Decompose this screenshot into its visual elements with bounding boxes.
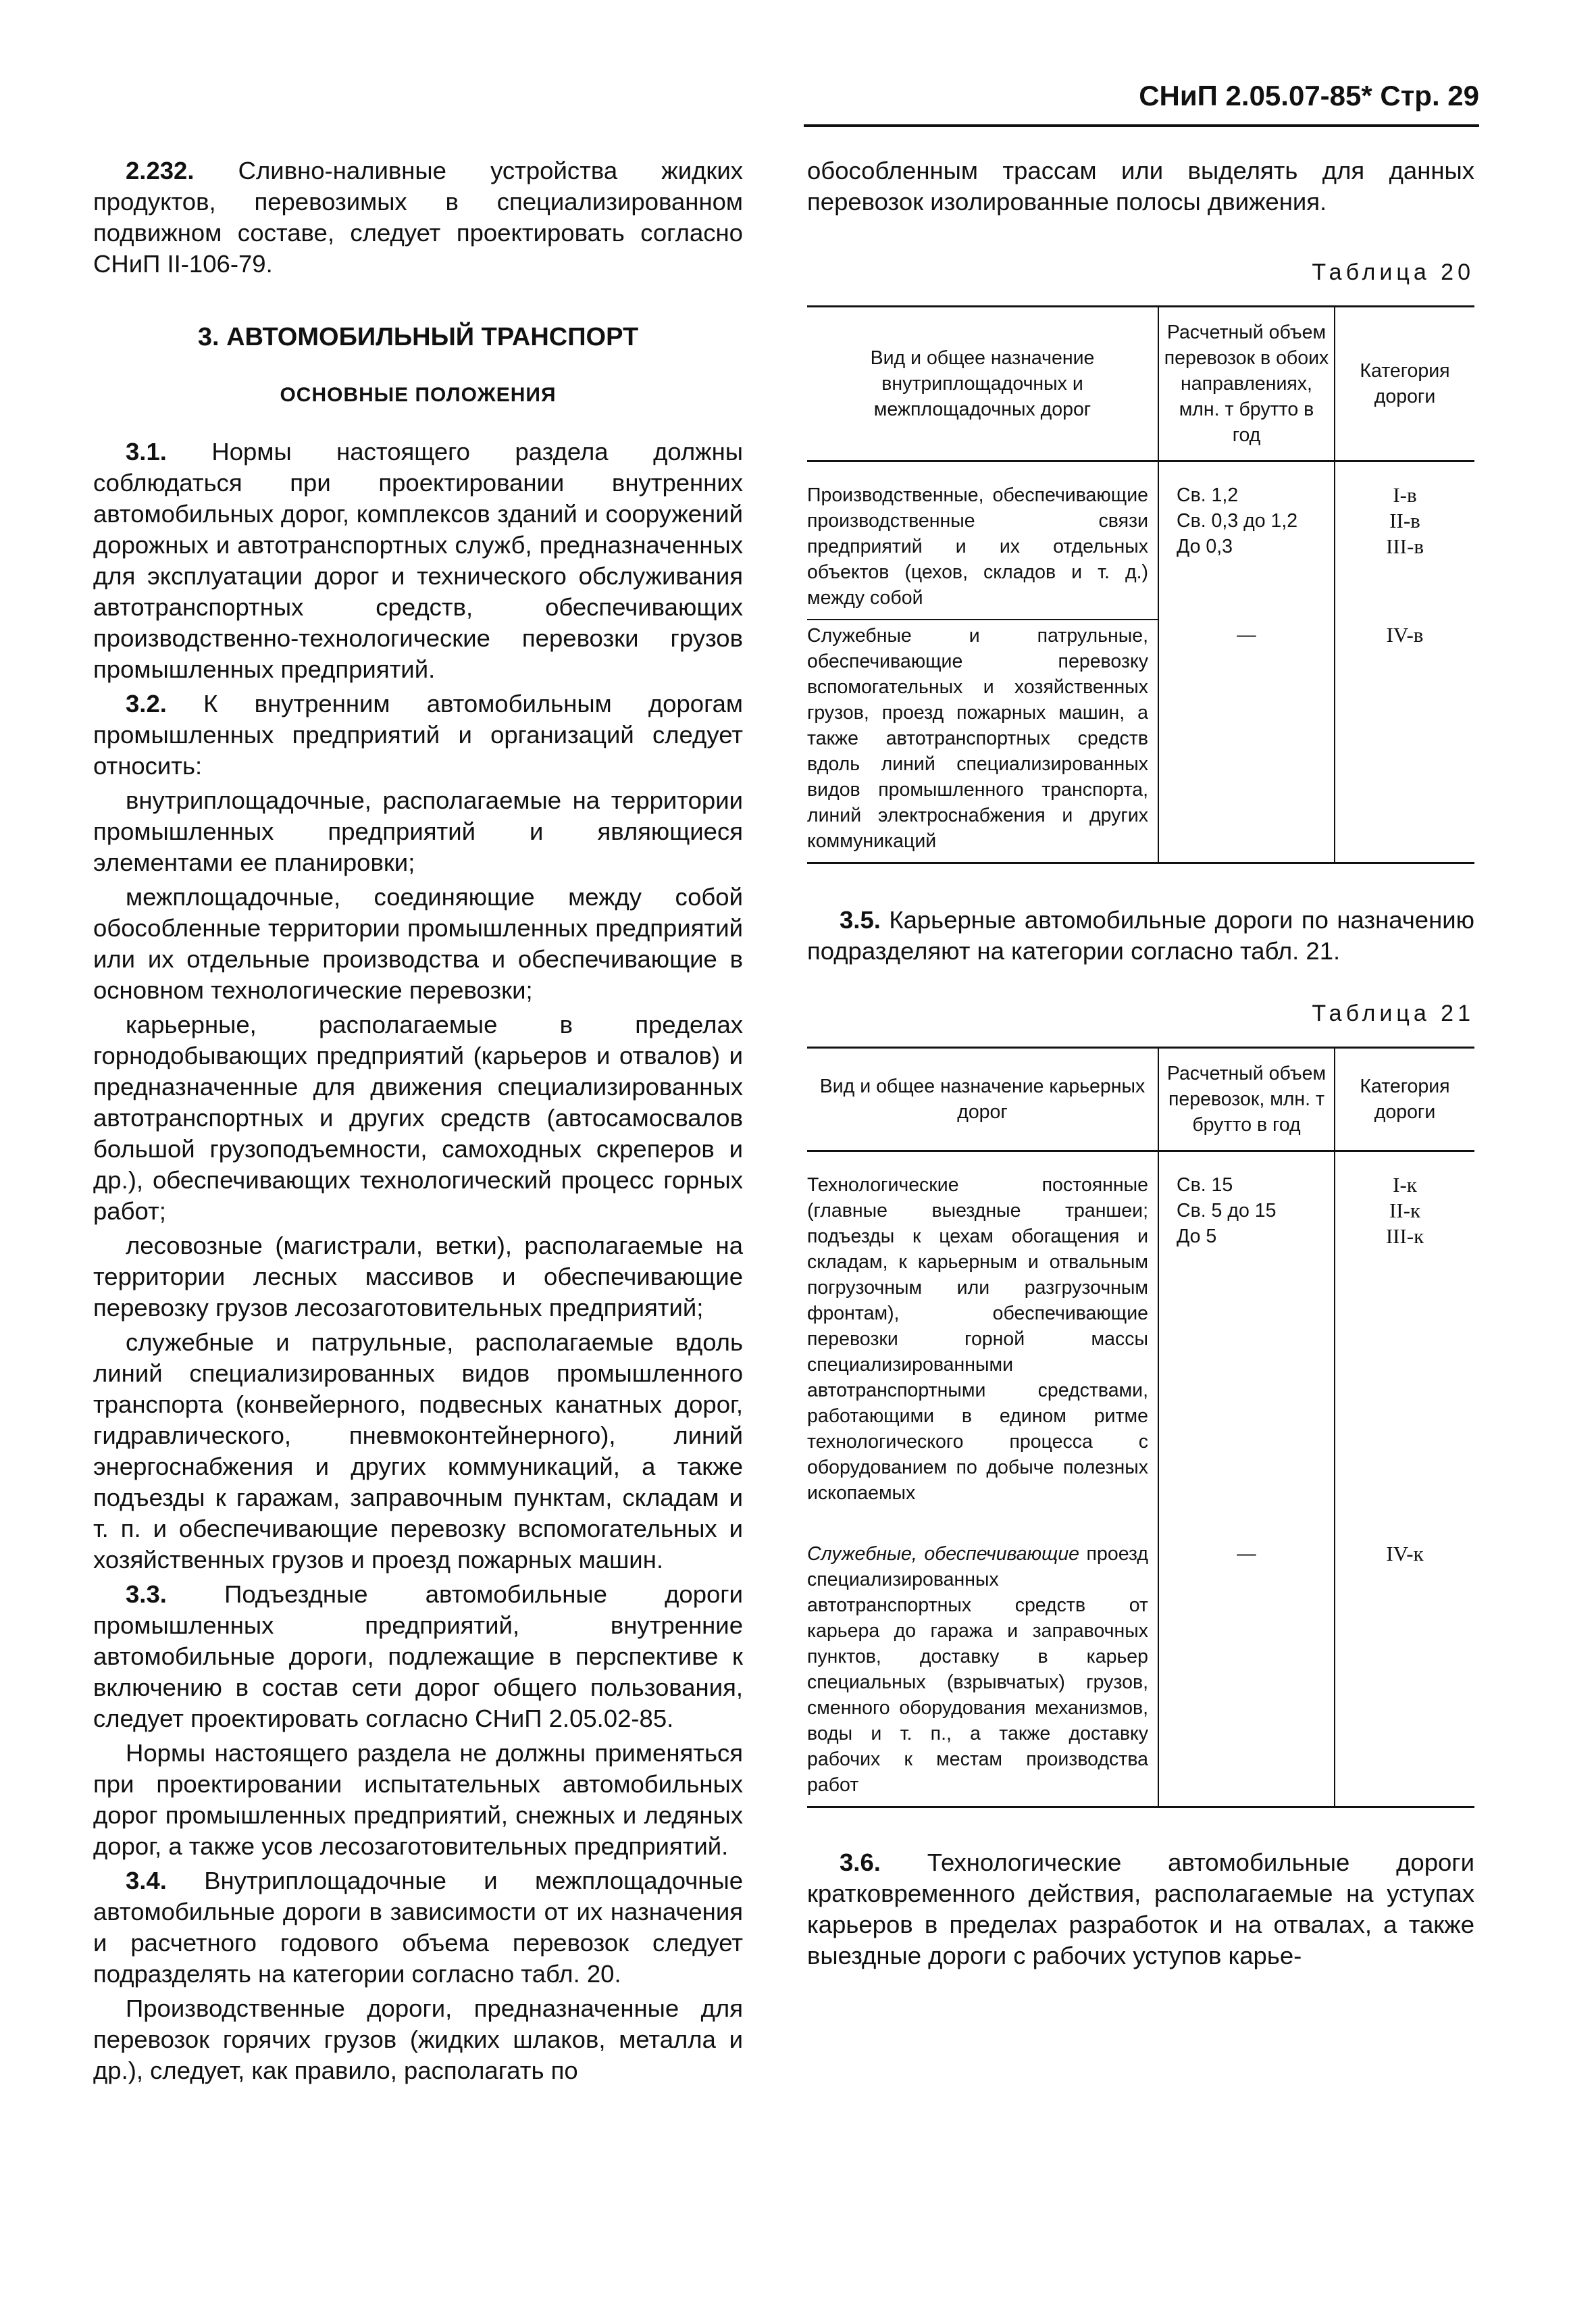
volume-value: Св. 1,2 <box>1177 484 1239 506</box>
table-row <box>807 1514 1474 1807</box>
right-column <box>807 155 1474 1975</box>
table-row <box>807 1151 1474 1515</box>
paragraph-number: 2.232. <box>126 157 195 184</box>
description-italic: Служебные, обеспечивающие <box>807 1543 1080 1565</box>
paragraph-number: 3.6. <box>840 1848 881 1876</box>
table-cell-description: Технологические постоянные (главные выездные траншеи; подъезды к цехам обогащения и складам, к карьерным и отвальным погрузочным или разгрузочным фронтам), обеспечивающие перевозки горной массы специализированными автотранспортными средствами, работающими в едином ритме технологического процесса с оборудованием по добыче полезных ископаемых <box>807 1174 1148 1504</box>
paragraph-number: 3.4. <box>126 1867 167 1894</box>
table-cell-description <box>807 1514 1158 1807</box>
table-header-cell: Категория дороги <box>1335 1048 1474 1151</box>
section-title: 3. АВТОМОБИЛЬНЫЙ ТРАНСПОРТ <box>197 323 639 351</box>
page-header <box>804 80 1479 127</box>
table-row <box>807 461 1474 620</box>
table-cell-category <box>1335 1151 1474 1515</box>
paragraph-number: 3.1. <box>126 438 167 466</box>
table-cell-category <box>1335 1514 1474 1807</box>
volume-value: Св. 0,3 до 1,2 <box>1177 510 1298 532</box>
category-value: I-к <box>1393 1173 1417 1197</box>
table-header-row <box>807 307 1474 461</box>
description-text: проезд специализированных автотранспортных средств от карьера до гаража и заправочных пунктов, доставку в карьер специальных (взрывчатых) грузов, сменного оборудования механизмов, воды и т. п., а также доставку рабочих к местам производства работ <box>807 1543 1148 1796</box>
paragraph-3-1 <box>93 436 743 685</box>
table-20 <box>807 305 1474 864</box>
paragraph-text: Сливно-наливные устройства жидких продуктов, перевозимых в специализированном подвижном составе, следует проектировать согласно СНиП II-106-79. <box>93 157 743 278</box>
table-cell-category <box>1335 620 1474 863</box>
table-header-cell: Категория дороги <box>1335 307 1474 461</box>
paragraph-3-5 <box>807 905 1474 967</box>
table-row <box>807 620 1474 863</box>
paragraph-text: Технологические автомобильные дороги кратковременного действия, располагаемые на уступах карьеров в пределах разработок и на отвалах, а также выездные дороги с рабочих уступов карье- <box>807 1848 1474 1969</box>
volume-value: — <box>1237 624 1256 646</box>
category-value: IV-к <box>1386 1542 1424 1565</box>
volume-value: До 5 <box>1177 1226 1217 1247</box>
paragraph-3-4 <box>93 1865 743 1990</box>
table-header-cell: Вид и общее назначение карьерных дорог <box>807 1048 1158 1151</box>
paragraph-3-2-d: лесовозные (магистрали, ветки), располагаемые на территории лесных массивов и обеспечивающие перевозку грузов лесозаготовительных предприятий; <box>93 1232 743 1322</box>
table-cell-description: Служебные и патрульные, обеспечивающие перевозку вспомогательных и хозяйственных грузов, проезд пожарных машин, а также автотранспортных средств вдоль линий специализированных видов промышленного транспорта, линий электроснабжения и других коммуникаций <box>807 620 1158 863</box>
paragraph-3-3-b: Нормы настоящего раздела не должны применяться при проектировании испытательных автомобильных дорог промышленных предприятий, снежных и ледяных дорог, а также усов лесозаготовительных предприятий. <box>93 1739 743 1860</box>
paragraph-3-2-b: межплощадочные, соединяющие между собой обособленные территории промышленных предприятий или их отдельные производства и обеспечивающие в основном технологические перевозки; <box>93 883 743 1004</box>
volume-value: Св. 5 до 15 <box>1177 1200 1277 1222</box>
paragraph-text: Внутриплощадочные и межплощадочные автомобильные дороги в зависимости от их назначения и расчетного годового объема перевозок следует подразделять на категории согласно табл. 20. <box>93 1867 743 1988</box>
table-cell-volume <box>1158 461 1335 620</box>
paragraph-text: К внутренним автомобильным дорогам промышленных предприятий и организаций следует относить: <box>93 690 743 780</box>
left-column <box>93 155 743 2090</box>
volume-value: Св. 15 <box>1177 1174 1233 1196</box>
category-value: II-в <box>1389 509 1420 532</box>
paragraph-3-2-c: карьерные, располагаемые в пределах горнодобывающих предприятий (карьеров и отвалов) и предназначенные для движения специализированных автотранспортных и других средств (автосамосвалов большой грузоподъемности, самоходных скреперов и др.), обеспечивающих технологический процесс горных работ; <box>93 1011 743 1225</box>
table-cell-volume <box>1158 1151 1335 1515</box>
paragraph-text: Нормы настоящего раздела должны соблюдаться при проектировании внутренних автомобильных дорог, комплексов зданий и сооружений дорожных и автотранспортных служб, предназначенных для эксплуатации дорог и технического обслуживания автотранспортных средств, обеспечивающих производственно-технологические перевозки грузов промышленных предприятий. <box>93 438 743 683</box>
table-cell-volume <box>1158 620 1335 863</box>
paragraph-3-2 <box>93 688 743 782</box>
paragraph-number: 3.2. <box>126 690 167 718</box>
paragraph-number: 3.5. <box>840 906 881 934</box>
paragraph-3-4-continued: обособленным трассам или выделять для данных перевозок изолированные полосы движения. <box>807 157 1474 216</box>
paragraph-3-6 <box>807 1847 1474 1971</box>
table-cell-volume <box>1158 1514 1335 1807</box>
volume-value: До 0,3 <box>1177 536 1233 557</box>
paragraph-3-2-a: внутриплощадочные, располагаемые на территории промышленных предприятий и являющиеся элементами ее планировки; <box>93 786 743 876</box>
table-header-cell: Вид и общее назначение внутриплощадочных и межплощадочных дорог <box>807 307 1158 461</box>
table-20-label: Таблица 20 <box>1312 259 1474 285</box>
category-value: IV-в <box>1386 623 1424 647</box>
table-header-cell: Расчетный объем перевозок в обоих направлениях, млн. т брутто в год <box>1158 307 1335 461</box>
table-header-cell: Расчетный объем перевозок, млн. т брутто в год <box>1158 1048 1335 1151</box>
paragraph-3-3 <box>93 1579 743 1734</box>
category-value: III-к <box>1385 1224 1424 1248</box>
paragraph-3-4-b: Производственные дороги, предназначенные для перевозок горячих грузов (жидких шлаков, металла и др.), следует, как правило, располагать по <box>93 1994 743 2084</box>
volume-value: — <box>1237 1543 1256 1565</box>
paragraph-text: Подъездные автомобильные дороги промышленных предприятий, внутренние автомобильные дороги, подлежащие в перспективе к включению в состав сети дорог общего пользования, следует проектировать согласно СНиП 2.05.02-85. <box>93 1580 743 1732</box>
paragraph-3-2-e: служебные и патрульные, располагаемые вдоль линий специализированных видов промышленного транспорта (конвейерного, подвесных канатных дорог, гидравлического, пневмоконтейнерного), линий энергоснабжения и других коммуникаций, а также подъезды к гаражам, заправочным пунктам, складам и т. п. и обеспечивающие перевозку вспомогательных и хозяйственных грузов и проезд пожарных машин. <box>93 1328 743 1574</box>
table-21-label: Таблица 21 <box>1312 1001 1474 1026</box>
category-value: III-в <box>1386 534 1424 558</box>
subsection-title: ОСНОВНЫЕ ПОЛОЖЕНИЯ <box>280 384 557 406</box>
paragraph-text: Карьерные автомобильные дороги по назначению подразделяют на категории согласно табл. 21. <box>807 906 1474 965</box>
table-21 <box>807 1047 1474 1808</box>
page-header-title: СНиП 2.05.07-85* Стр. 29 <box>1139 80 1479 111</box>
table-cell-category <box>1335 461 1474 620</box>
category-value: I-в <box>1393 483 1417 507</box>
paragraph-2-232 <box>93 155 743 280</box>
paragraph-number: 3.3. <box>126 1580 167 1608</box>
category-value: II-к <box>1389 1199 1421 1222</box>
table-header-row <box>807 1048 1474 1151</box>
table-cell-description: Производственные, обеспечивающие производственные связи предприятий и их отдельных объектов (цехов, складов и т. д.) между собой <box>807 484 1148 609</box>
